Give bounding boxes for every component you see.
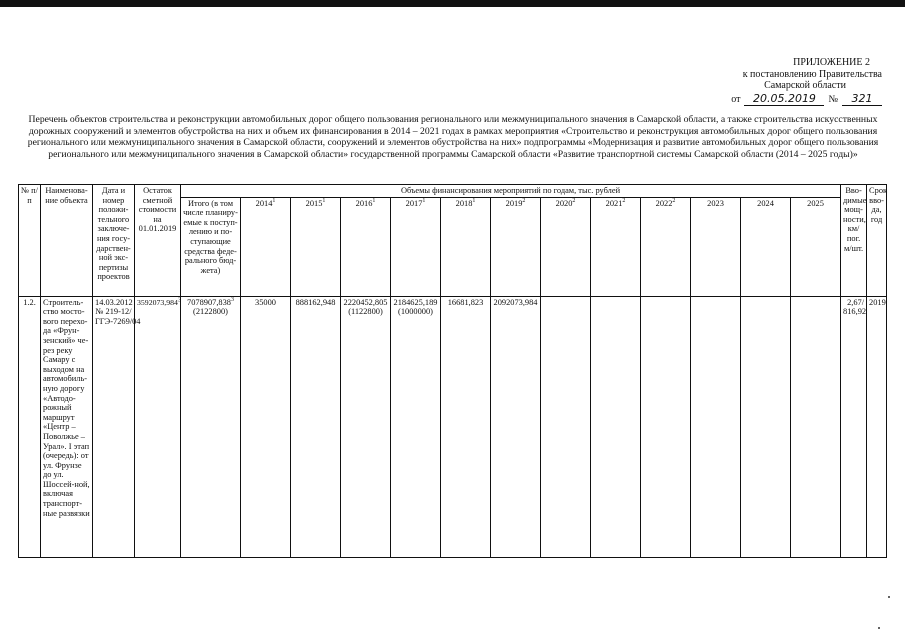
row-num: 1.2. [19,296,41,557]
row-2022 [641,296,691,557]
row-2023 [691,296,741,557]
row-2017: 2184625,189 (1000000) [391,296,441,557]
year-header-2020: 2020$^2$ [541,197,591,296]
col-name-header: Наименова-ние объекта [41,185,93,297]
year-header-2024: 2024 [741,197,791,296]
row-2025 [791,296,841,557]
funding-table [18,184,887,558]
row-2018: 16681,823 [441,296,491,557]
col-capacity-header: Вво-димые мощ-ности, км/ пог. м/шт. [841,185,867,297]
row-total: 7078907,838$^3$ (2122800) [181,296,241,557]
row-date: 14.03.2012 № 219-12/ГГЭ-7269/04 [93,296,135,557]
number-prefix: № [828,93,838,105]
year-header-2017: 2017$^1$ [391,197,441,296]
row-2014: 35000 [241,296,291,557]
appendix-title: ПРИЛОЖЕНИЕ 2 [793,57,870,68]
header-row-1 [19,185,887,198]
scan-speck [878,627,880,629]
row-2020 [541,296,591,557]
row-total-fed: (2122800) [193,307,228,317]
year-header-2023: 2023 [691,197,741,296]
appendix-block [682,57,882,106]
row-term: 2019 [867,296,887,557]
year-header-2015: 2015$^1$ [291,197,341,296]
row-2016-fed: (1122800) [348,307,383,317]
year-header-2019: 2019$^2$ [491,197,541,296]
row-2015: 888162,948 [291,296,341,557]
year-header-2018: 2018$^1$ [441,197,491,296]
row-2016: 2220452,805 (1122800) [341,296,391,557]
row-name: Строитель-ство мосто-вого перехо-да «Фрун-зенский» че-рез реку Самару с выходом на автомобиль-ную дорогу «Автодо-рожный маршрут «Центр – Поволжье – Урал». I этап (очередь): от ул. Фрунзе до ул. Шоссей-ной, включая транспорт-ные развязки [41,296,93,557]
year-header-2022: 2022$^2$ [641,197,691,296]
date-prefix: от [731,93,741,105]
scan-top-border [0,0,905,7]
row-capacity: 2,67/ 816,92 [841,296,867,557]
year-header-2021: 2021$^2$ [591,197,641,296]
col-term-header: Срок вво-да, год [867,185,887,297]
appendix-line-1: к постановлению Правительства [742,68,882,80]
year-header-2014: 2014$^1$ [241,197,291,296]
appendix-line-2: Самарской области [764,80,846,91]
table-row [19,296,887,557]
appendix-date-number [682,93,882,106]
col-total-header: Итого (в том числе планиру-емые к поступ-лению и по-ступающие средства феде-рального бюд-жета) [181,197,241,296]
year-header-2016: 2016$^1$ [341,197,391,296]
row-2024 [741,296,791,557]
row-2019: 2092073,984 [491,296,541,557]
row-2017-fed: (1000000) [398,307,433,317]
document-heading: Перечень объектов строительства и реконструкции автомобильных дорог общего пользования регионального или межмуниципального значения в Самарской области, а также строительства искусственных дорожных сооружений и элементов обустройства на них и объем их финансирования в 2014 – 2021 годах в рамках мероприятия «Строительство и реконструкция автомобильных дорог общего пользования регионального или межмуниципального значения в Самарской области, сооружений и элементов обустройства на них» подпрограммы «Модернизация и развитие автомобильных дорог общего пользования регионального или межмуниципального значения в Самарской области» государственной программы Самарской области «Развитие транспортной системы Самарской области (2014 – 2025 годы)» [27,114,879,160]
handwritten-number: 321 [842,93,882,106]
funding-group-header: Объемы финансирования мероприятий по годам, тыс. рублей [181,185,841,198]
col-balance-header: Остаток сметной стоимости на 01.01.2019 [135,185,181,297]
scan-speck [888,596,890,598]
handwritten-date: 20.05.2019 [744,93,824,106]
col-date-header: Дата и номер положи-тельного заключе-ния госу-дарствен-ной экс-пертизы проектов [93,185,135,297]
row-balance: 3592073,984$^3$ [135,296,181,557]
year-header-2025: 2025 [791,197,841,296]
row-2021 [591,296,641,557]
col-num-header: № п/п [19,185,41,297]
